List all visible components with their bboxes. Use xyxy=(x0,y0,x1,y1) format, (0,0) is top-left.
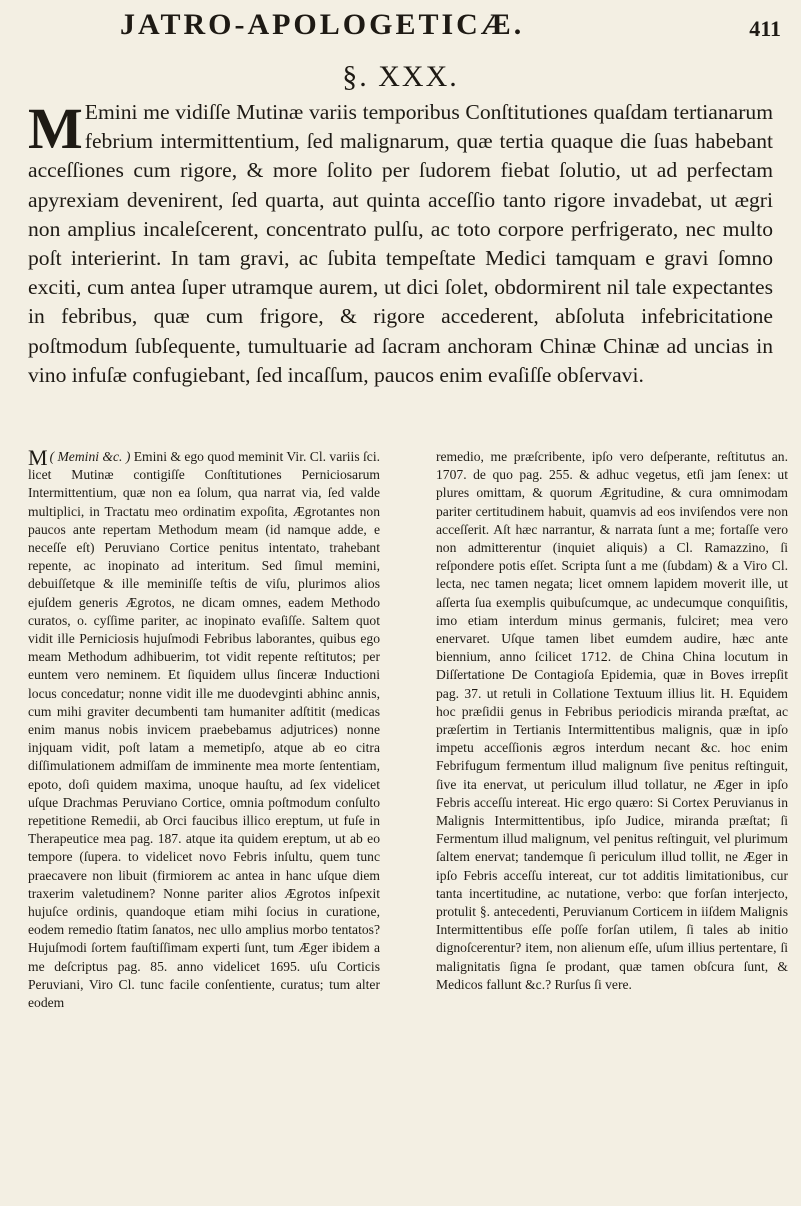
note-left-text: Emini & ego quod meminit Vir. Cl. variis ſci. licet Mutinæ contigiſſe Conſtitutiones Perniciosarum Intermittentium, quæ non ea ſolum, qua narrat via, ſed valde multiplici, in Tractatu meo ordinatim expoſita, Ægrotantes non paucos ante repertam Methodum meam (id namque adde, e neceſſe eſt) Peruviano Cortice penitus intentato, trahebant repente, ac inopinato ad interitum. Sed ſimul memini, debuiſſetque & ille meminiſſe teſtis de viſu, plurimos alios ejuſdem generis Ægrotos, ne dicam omnes, eadem Methodo curatos, o. cyſſime pariter, ac inopinato evaſiſſe. Saltem quot vidit ille Perniciosis hujuſmodi Febribus laborantes, quibus ego meam Methodum adhibuerim, tot vidit repente reſtitutos; per euntem vero neminem. Et ſiquidem ullus ſinceræ Inductioni locus concedatur; nonne vidit ille me duodevginti abhinc annis, cum mihi graviter decumbenti tam humaniter adſtitit (medicas enim manus nobis invicem praebebamus adjutrices) nonne injquam vidit, poſt latam a memetipſo, atque ab eo citra diſſimulationem admiſſam de imminente mea morte ſententiam, epoto, doſi quidem maxima, unoque hauſtu, ad ſex videlicet uſque Drachmas Peruviano Cortice, omnia poſtmodum conſulto repetitione Remedii, ab Orci faucibus illico ereptum, ut fuſe in Therapeutice mea pag. 187. atque ita quidem ereptum, ut ab eo tempore (ſupera. to videlicet novo Febris inſultu, quem tunc praecavere non libuit (firmiorem ac antea in hanc uſque diem traxerim valetudinem? Nonne pariter alios Ægrotos inſpexit hujuſce ordinis, quandoque etiam mihi ſocius in curatione, eodem remedio ſtatim ſanatos, nec ullo amplius morbo tentatos? Hujuſmodi ſortem fauſtiſſimam experti ſunt, tum Æger ibidem a me deſcriptus pag. 85. anno videlicet 1695. uſu Corticis Peruviani, Viro Cl. tunc facile conſentiente, curatus; tum alter eodem xyxy=(28,449,380,1011)
notes-left-column xyxy=(28,445,380,1012)
main-body-text: Emini me vidiſſe Mutinæ variis temporibus Conſtitutiones quaſdam tertianarum febrium intermittentium, ſed malignarum, quæ tertia quaque die ſuas habebant acceſſiones cum rigore, & more ſolito per ſudorem fiebat ſolutio, ut ad perfectam apyrexiam devenirent, ſed quarta, aut quinta acceſſio tanto rigore invadebat, ut ægri non amplius incaleſcerent, concentrato pulſu, ac toto corpore perfrigerato, nec multo poſt interierint. In tam gravi, ac ſubita tempeſtate Medici tamquam e gravi ſomno exciti, cum antea ſuper utramque aurem, ut dici ſolet, obdormirent nil tale expectantes in febribus, quæ cum frigore, & rigore accederent, abſoluta infebricitatione poſtmodum ſubſequente, tumultuarie ad ſacram anchoram Chinæ Chinæ ad uncias in vino infuſæ confugiebant, ſed incaſſum, paucos enim evaſiſſe obſervavi. xyxy=(28,100,773,387)
note-drop-cap: M xyxy=(28,445,48,470)
drop-cap: M xyxy=(28,96,83,161)
notes-columns xyxy=(28,445,788,1012)
page-number: 411 xyxy=(749,16,781,41)
note-cue: ( Memini &c. ) xyxy=(49,449,131,464)
section-heading: §. XXX. xyxy=(342,60,459,93)
main-paragraph xyxy=(28,98,773,390)
note-right-text: remedio, me præſcribente, ipſo vero deſperante, reſtitutus an. 1707. de quo pag. 255. & adhuc vegetus, etſi jam ſenex: ut plures omittam, & quorum Ægritudine, & cura omnimodam pariter certitudinem habuit, quamvis ad eos inviſendos vere non acceſſerit. Aſt hæc narrantur, & narrata ſunt a me; fortaſſe vero non admitterentur (inquiet aliquis) a Cl. Ramazzino, ſi reſpondere potis eſſet. Scripta ſunt a me (ſubdam) & a Viro Cl. lecta, nec tamen negata; licet omnem lapidem moverit ille, ut aſſerta ſua exemplis quibuſcumque, ac undecumque conquiſitis, imo etiam interdum minus germanis, fulciret; mea vero enervaret. Uſque tamen libet eumdem audire, hæc ante biennium, anno ſcilicet 1712. de China China locutum in Diſſertatione De Contagioſa Epidemia, quæ in Boves irrepſit pag. 37. ut retuli in Collatione Textuum illius lit. H. Equidem hoc præſidii genus in Febribus periodicis miranda præſtat, ac præſertim in Tertianis Intermittentibus malignis, quæ in ipſo impetu acceſſionis ægros interdum necant &c. hoc enim Febrifugum fermentum illud malignum ſive penitus reſtinguit, ſive ita enervat, ut periculum illud tollatur, ne Æger in ipſo Febris acceſſu intereat. Hic ergo quæro: Si Cortex Peruvianus in Malignis Intermittentibus, ipſo Judice, miranda præſtat; ſi Fermentum illud malignum, vel penitus reſtinguit, vel plurimum ſaltem enervat; tandemque ſi periculum illud tollit, ne Æger in ipſo Febris acceſſu intereat, cur tot additis limitationibus, cur tanta incertitudine, ac nutatione, verbo: que forſan interjecto, protulit §. antecedenti, Peruvianum Corticem in iiſdem Malignis Intermittentibus eſſe poſſe forſan utilem, ſi tales ab initio dignoſcerentur? item, non alienum eſſe, uſum illius pertentare, ſi malignitatis ſigna ſe prodant, quæ tamen obſcura ſunt, & Medicos fallunt &c.? Rurſus ſi vere. xyxy=(436,449,788,992)
notes-right-column xyxy=(436,448,788,1012)
running-head: JATRO-APOLOGETICÆ. xyxy=(120,8,525,41)
